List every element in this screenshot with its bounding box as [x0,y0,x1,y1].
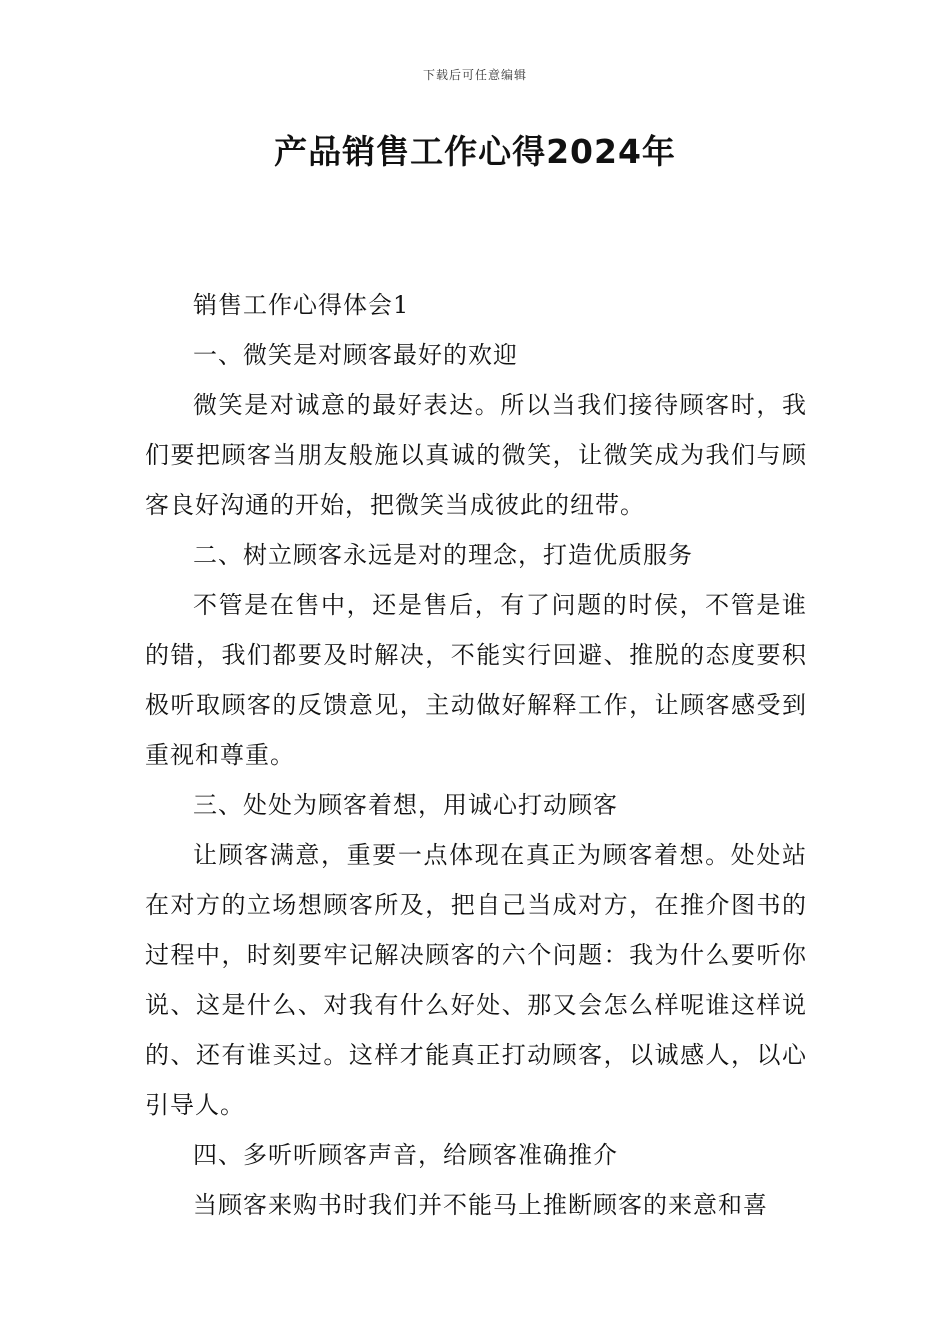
point-heading-1: 一、微笑是对顾客最好的欢迎 [193,341,518,369]
point-heading-4: 四、多听听顾客声音，给顾客准确推介 [193,1141,618,1169]
body-paragraph-3: 让顾客满意，重要一点体现在真正为顾客着想。处处站在对方的立场想顾客所及，把自己当成对方，在推介图书的过程中，时刻要牢记解决顾客的六个问题：我为什么要听你说、这是什么、对我有什么好处、那又会怎么样呢谁这样说的、还有谁买过。这样才能真正打动顾客，以诚感人，以心引导人。 [145,841,807,1119]
body-paragraph-2: 不管是在售中，还是售后，有了问题的时侯，不管是谁的错，我们都要及时解决，不能实行回避、推脱的态度要积极听取顾客的反馈意见，主动做好解释工作，让顾客感受到重视和尊重。 [145,591,807,769]
body-paragraph-4: 当顾客来购书时我们并不能马上推断顾客的来意和喜 [193,1191,768,1219]
section-heading: 销售工作心得体会1 [193,291,410,319]
point-heading-3: 三、处处为顾客着想，用诚心打动顾客 [193,791,618,819]
header-note: 下载后可任意编辑 [422,68,527,82]
document-title: 产品销售工作心得2024年 [274,132,676,171]
point-heading-2: 二、树立顾客永远是对的理念，打造优质服务 [193,541,693,569]
document-body [145,280,807,1230]
body-paragraph-1: 微笑是对诚意的最好表达。所以当我们接待顾客时，我们要把顾客当朋友般施以真诚的微笑，让微笑成为我们与顾客良好沟通的开始，把微笑当成彼此的纽带。 [145,391,807,519]
